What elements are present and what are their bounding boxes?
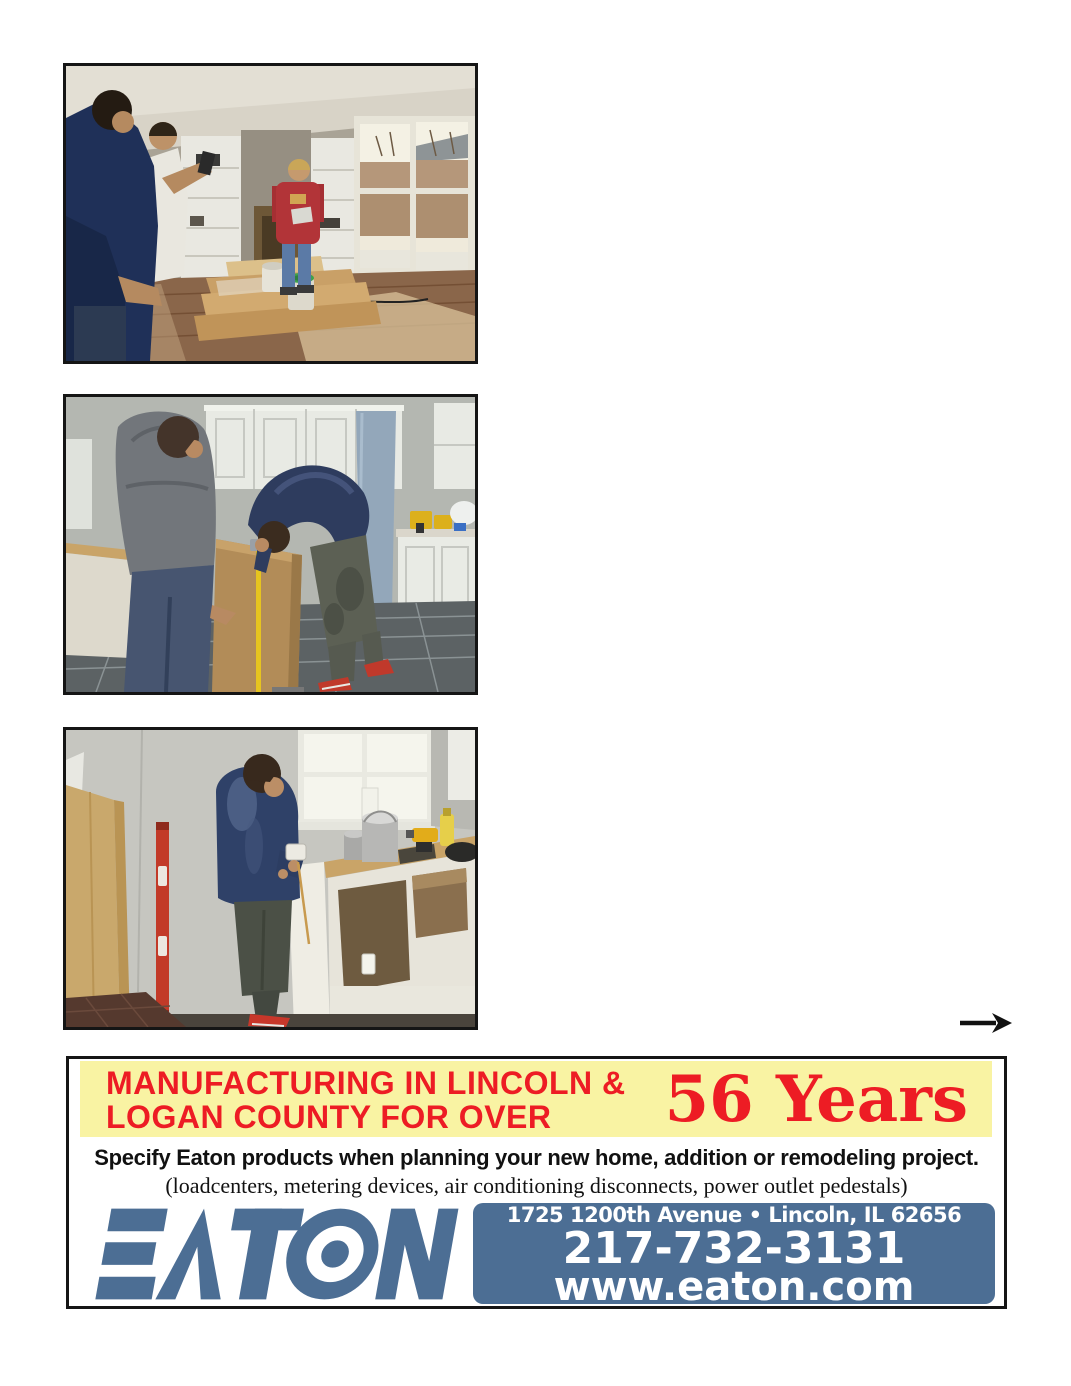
- ad-contact-box: [473, 1202, 995, 1310]
- ad-products-list: (loadcenters, metering devices, air conditioning disconnects, power outlet pedestals): [165, 1173, 908, 1198]
- ad-website: www.eaton.com: [553, 1263, 915, 1310]
- eaton-logo-graphic: [95, 1205, 463, 1303]
- cabinet-photo-illustration: [66, 730, 475, 1027]
- photo-kitchen-measuring: [63, 394, 478, 695]
- ad-tagline: Specify Eaton products when planning your new home, addition or remodeling project.: [94, 1145, 979, 1170]
- page-continuation-arrow-icon: [958, 1008, 1012, 1038]
- ad-headline-line1: MANUFACTURING IN LINCOLN &: [106, 1065, 626, 1101]
- ad-years-text: 56 Years: [664, 1062, 968, 1137]
- photo-living-room: [63, 63, 478, 364]
- eaton-logo: [95, 1205, 463, 1303]
- photo-cabinet-measuring: [63, 727, 478, 1030]
- ad-address: 1725 1200th Avenue • Lincoln, IL 62656: [506, 1202, 962, 1227]
- kitchen-photo-illustration: [66, 397, 475, 692]
- right-arrow-icon: [958, 1008, 1012, 1038]
- ad-headline-banner: [80, 1061, 992, 1137]
- ad-headline: [106, 1066, 626, 1134]
- ad-phone: 217-732-3131: [562, 1222, 906, 1274]
- eaton-advertisement: [66, 1056, 1007, 1309]
- living-room-photo-illustration: [66, 66, 475, 361]
- ad-headline-line2: LOGAN COUNTY FOR OVER: [106, 1099, 552, 1135]
